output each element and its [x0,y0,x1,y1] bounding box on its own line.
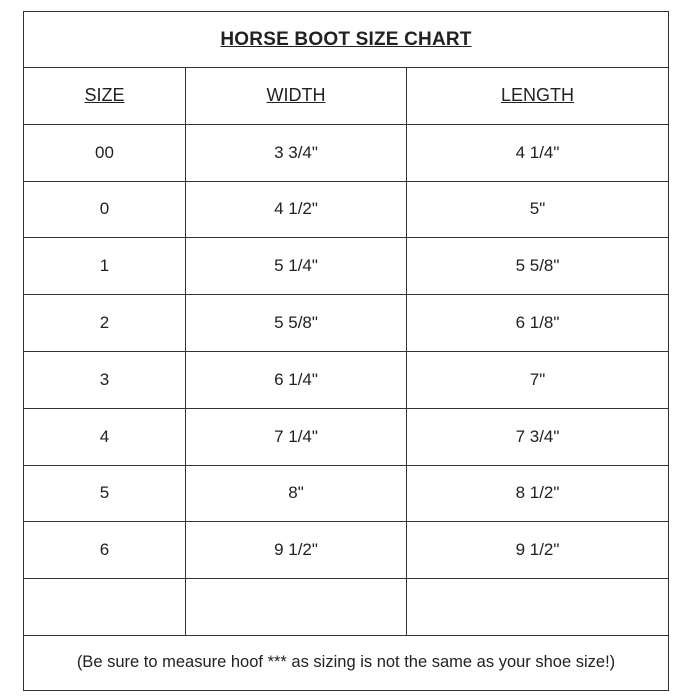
length-cell: 5" [529,199,546,219]
width-cell: 3 3/4" [186,125,407,181]
table-row [24,182,668,239]
size-cell: 1 [24,238,186,294]
size-cell: 5 [24,466,186,522]
header-length: LENGTH [500,85,574,106]
width-cell [186,579,407,635]
table-row [24,522,668,579]
length-cell: 5 5/8" [515,256,560,276]
size-cell: 4 [24,409,186,465]
footer-note-row [24,635,668,690]
size-chart-table [23,11,669,691]
table-row [24,238,668,295]
width-cell: 4 1/2" [186,182,407,238]
chart-title: HORSE BOOT SIZE CHART [220,28,472,50]
size-cell: 00 [24,125,186,181]
size-cell: 2 [24,295,186,351]
length-cell: 9 1/2" [515,540,560,560]
table-row [24,466,668,523]
length-cell [407,579,668,635]
length-cell: 7" [529,369,546,389]
width-cell: 8" [186,466,407,522]
title-row [24,12,668,68]
width-cell: 6 1/4" [186,352,407,408]
size-cell: 0 [24,182,186,238]
width-cell: 7 1/4" [186,409,407,465]
length-cell: 6 1/8" [515,313,560,333]
table-row-empty [24,579,668,636]
header-row [24,68,668,125]
size-cell: 6 [24,522,186,578]
size-grid [24,68,668,636]
footer-note: (Be sure to measure hoof *** as sizing is not the same as your shoe size!) [76,653,616,671]
length-cell: 4 1/4" [515,142,560,162]
length-cell: 8 1/2" [515,483,560,503]
header-width: WIDTH [186,68,407,124]
size-cell: 3 [24,352,186,408]
table-row [24,295,668,352]
size-cell [24,579,186,635]
table-row [24,352,668,409]
length-cell: 7 3/4" [515,426,560,446]
header-size: SIZE [24,68,186,124]
width-cell: 5 5/8" [186,295,407,351]
table-row [24,125,668,182]
width-cell: 5 1/4" [186,238,407,294]
table-row [24,409,668,466]
width-cell: 9 1/2" [186,522,407,578]
